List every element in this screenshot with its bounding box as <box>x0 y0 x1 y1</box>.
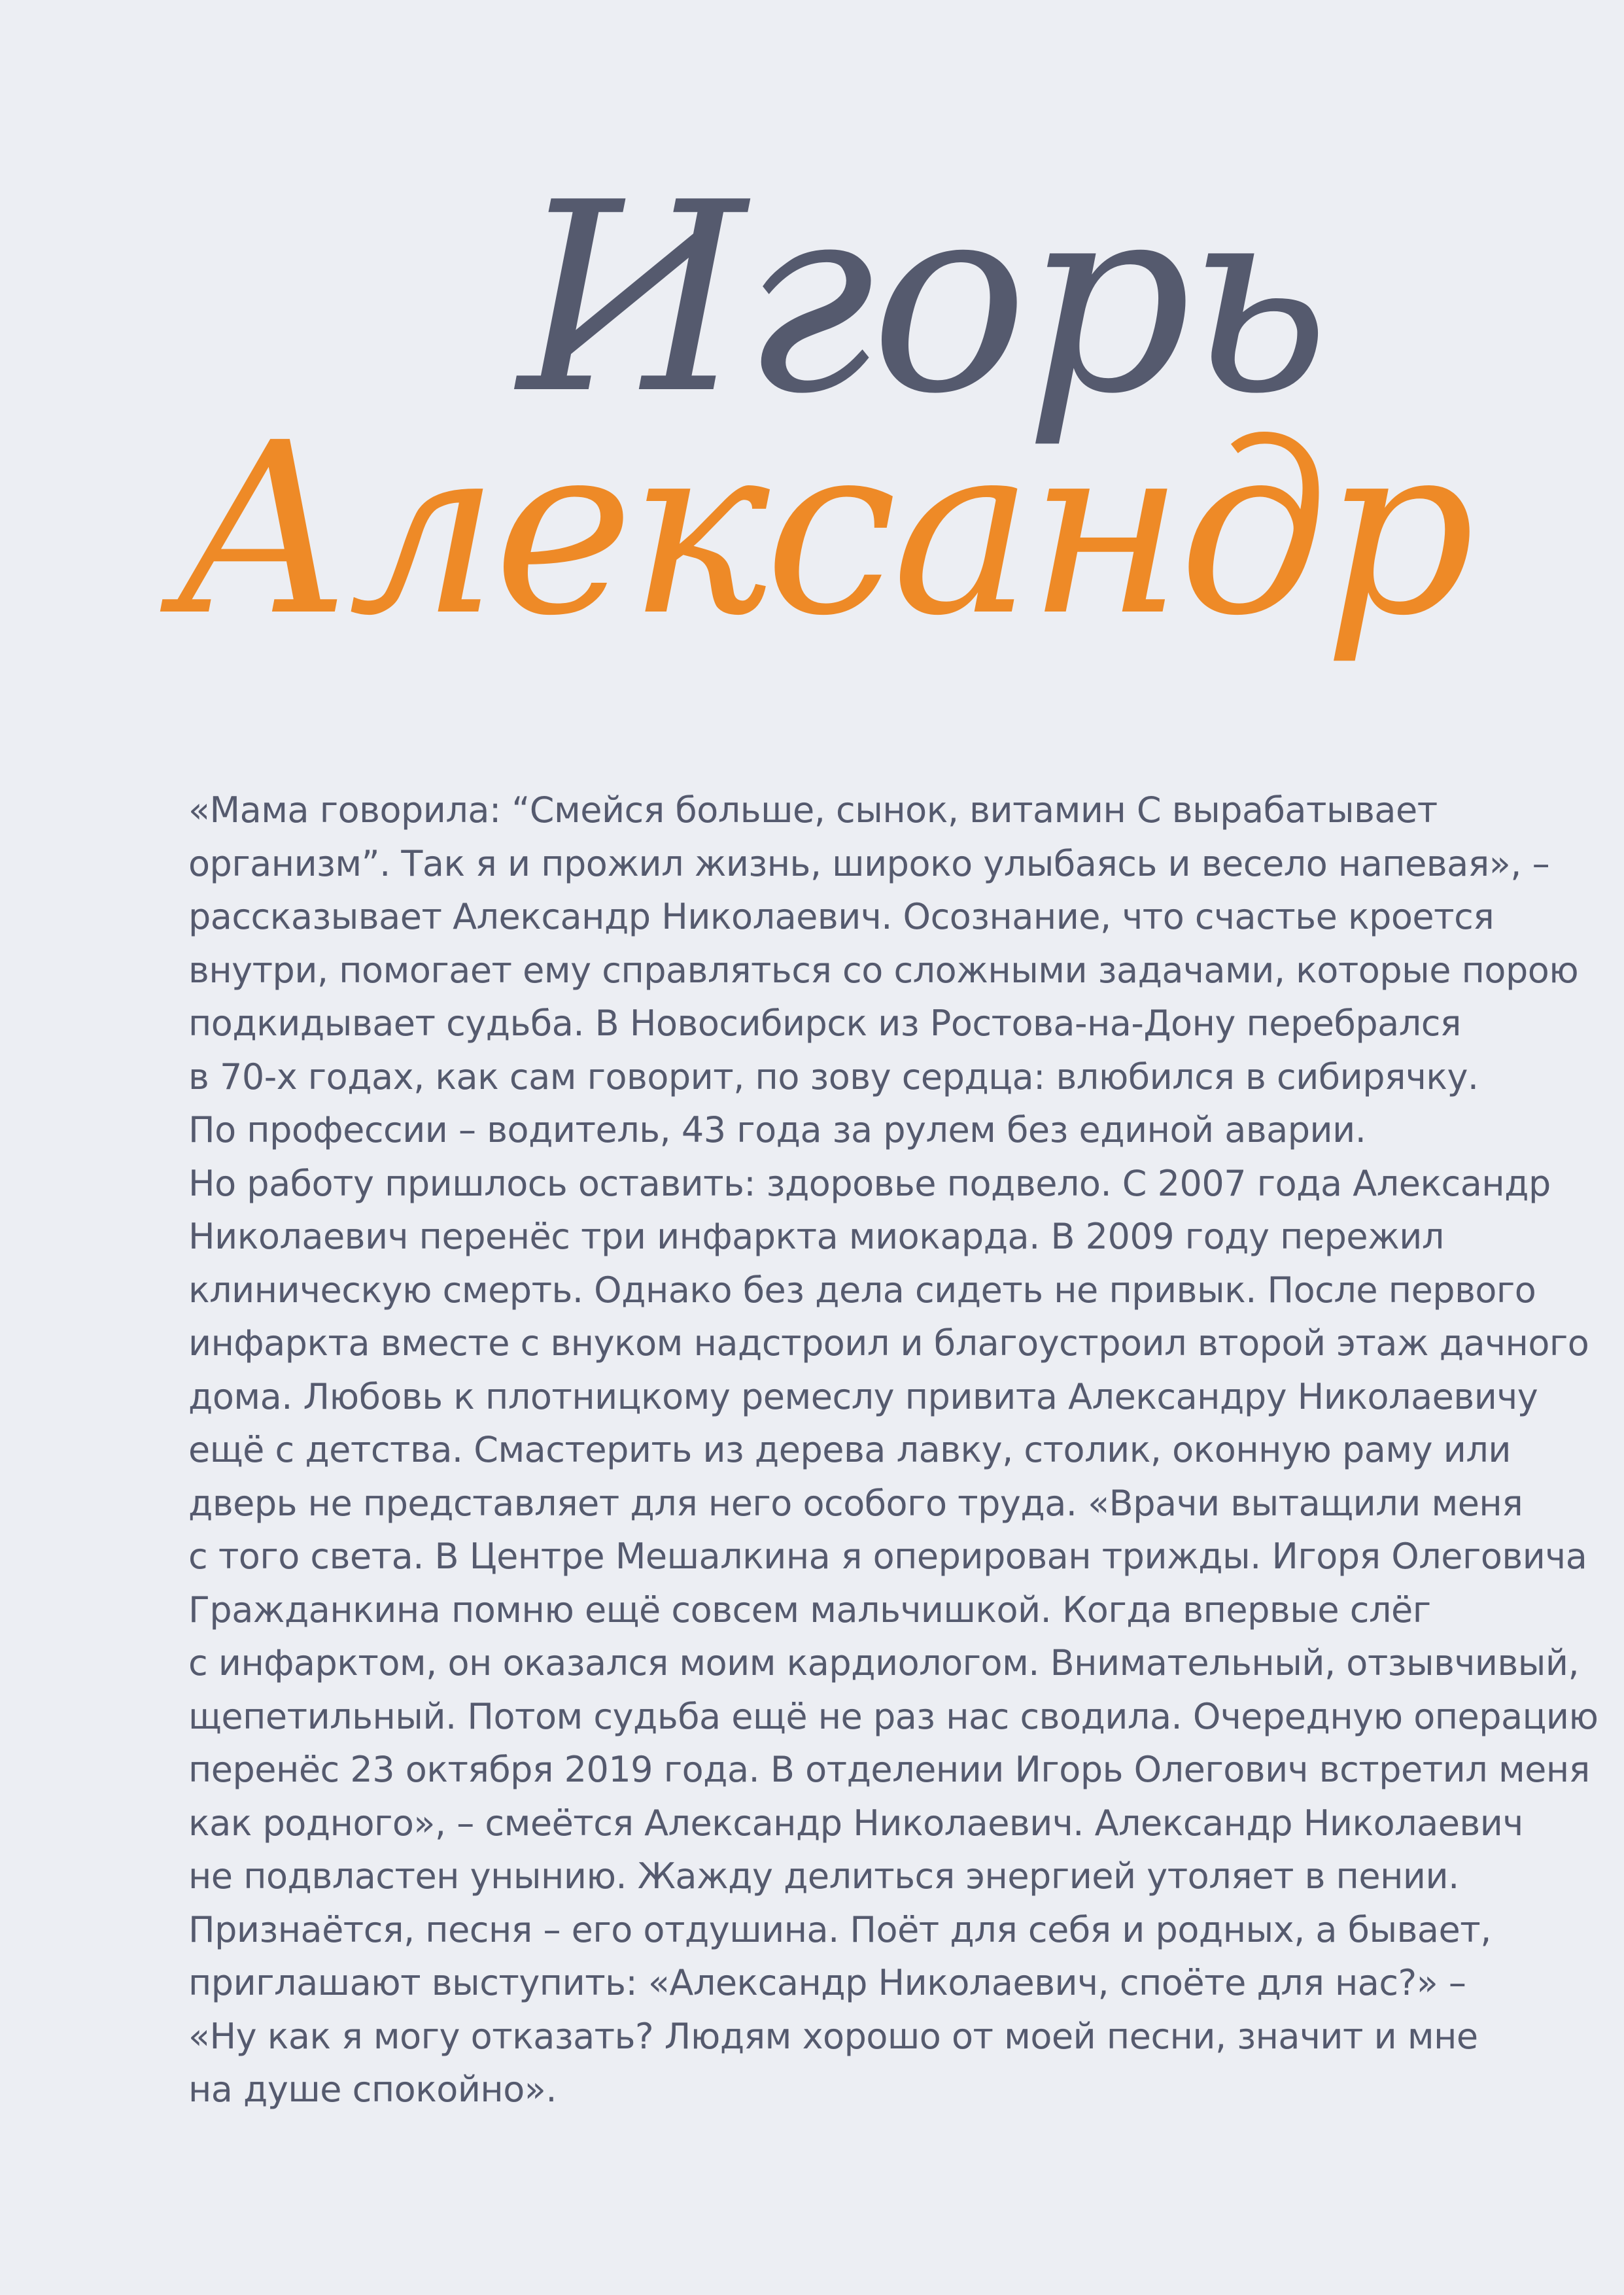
story-body <box>188 784 1598 2116</box>
first-name-title: Игорь <box>518 147 1326 451</box>
story-line: с того света. В Центре Мешалкина я оперирован трижды. Игоря Олеговича <box>188 1536 1587 1577</box>
story-line: рассказывает Александр Николаевич. Осознание, что счастье кроется <box>188 896 1494 937</box>
story-line: Но работу пришлось оставить: здоровье подвело. С 2007 года Александр <box>188 1162 1551 1204</box>
story-line: дома. Любовь к плотницкому ремеслу привита Александру Николаевичу <box>188 1375 1538 1417</box>
story-line: щепетильный. Потом судьба ещё не раз нас сводила. Очередную операцию <box>188 1695 1598 1737</box>
story-line: ещё с детства. Смастерить из дерева лавку, столик, оконную раму или <box>188 1429 1511 1470</box>
story-line: «Мама говорила: “Смейся больше, сынок, витамин С вырабатывает <box>188 789 1438 831</box>
story-line: на душе спокойно». <box>188 2069 557 2110</box>
story-line: «Ну как я могу отказать? Людям хорошо от моей песни, значит и мне <box>188 2015 1478 2057</box>
story-line: как родного», – смеётся Александр Николаевич. Александр Николаевич <box>188 1802 1523 1844</box>
story-line: организм”. Так я и прожил жизнь, широко улыбаясь и весело напевая», – <box>188 842 1550 884</box>
story-line: По профессии – водитель, 43 года за рулем без единой аварии. <box>188 1109 1366 1150</box>
story-line: клиническую смерть. Однако без дела сидеть не привык. После первого <box>188 1269 1536 1311</box>
story-line: дверь не представляет для него особого труда. «Врачи вытащили меня <box>188 1482 1523 1524</box>
story-line: перенёс 23 октября 2019 года. В отделении Игорь Олегович встретил меня <box>188 1749 1590 1790</box>
story-line: внутри, помогает ему справляться со сложными задачами, которые порою <box>188 949 1579 991</box>
story-line: не подвластен унынию. Жажду делиться энергией утоляет в пении. <box>188 1855 1459 1897</box>
story-line: инфаркта вместе с внуком надстроил и благоустроил второй этаж дачного <box>188 1322 1589 1364</box>
story-line: Николаевич перенёс три инфаркта миокарда. В 2009 году пережил <box>188 1216 1444 1257</box>
story-line: подкидывает судьба. В Новосибирск из Ростова-на-Дону перебрался <box>188 1003 1461 1044</box>
story-line: Гражданкина помню ещё совсем мальчишкой. Когда впервые слёг <box>188 1589 1431 1631</box>
story-line: Признаётся, песня – его отдушина. Поёт для себя и родных, а бывает, <box>188 1908 1491 1950</box>
second-name-title: Александр <box>174 392 1470 668</box>
story-line: приглашают выступить: «Александр Николаевич, споёте для нас?» – <box>188 1962 1466 2003</box>
story-line: с инфарктом, он оказался моим кардиологом. Внимательный, отзывчивый, <box>188 1642 1580 1683</box>
story-line: в 70-х годах, как сам говорит, по зову сердца: влюбился в сибирячку. <box>188 1056 1479 1097</box>
